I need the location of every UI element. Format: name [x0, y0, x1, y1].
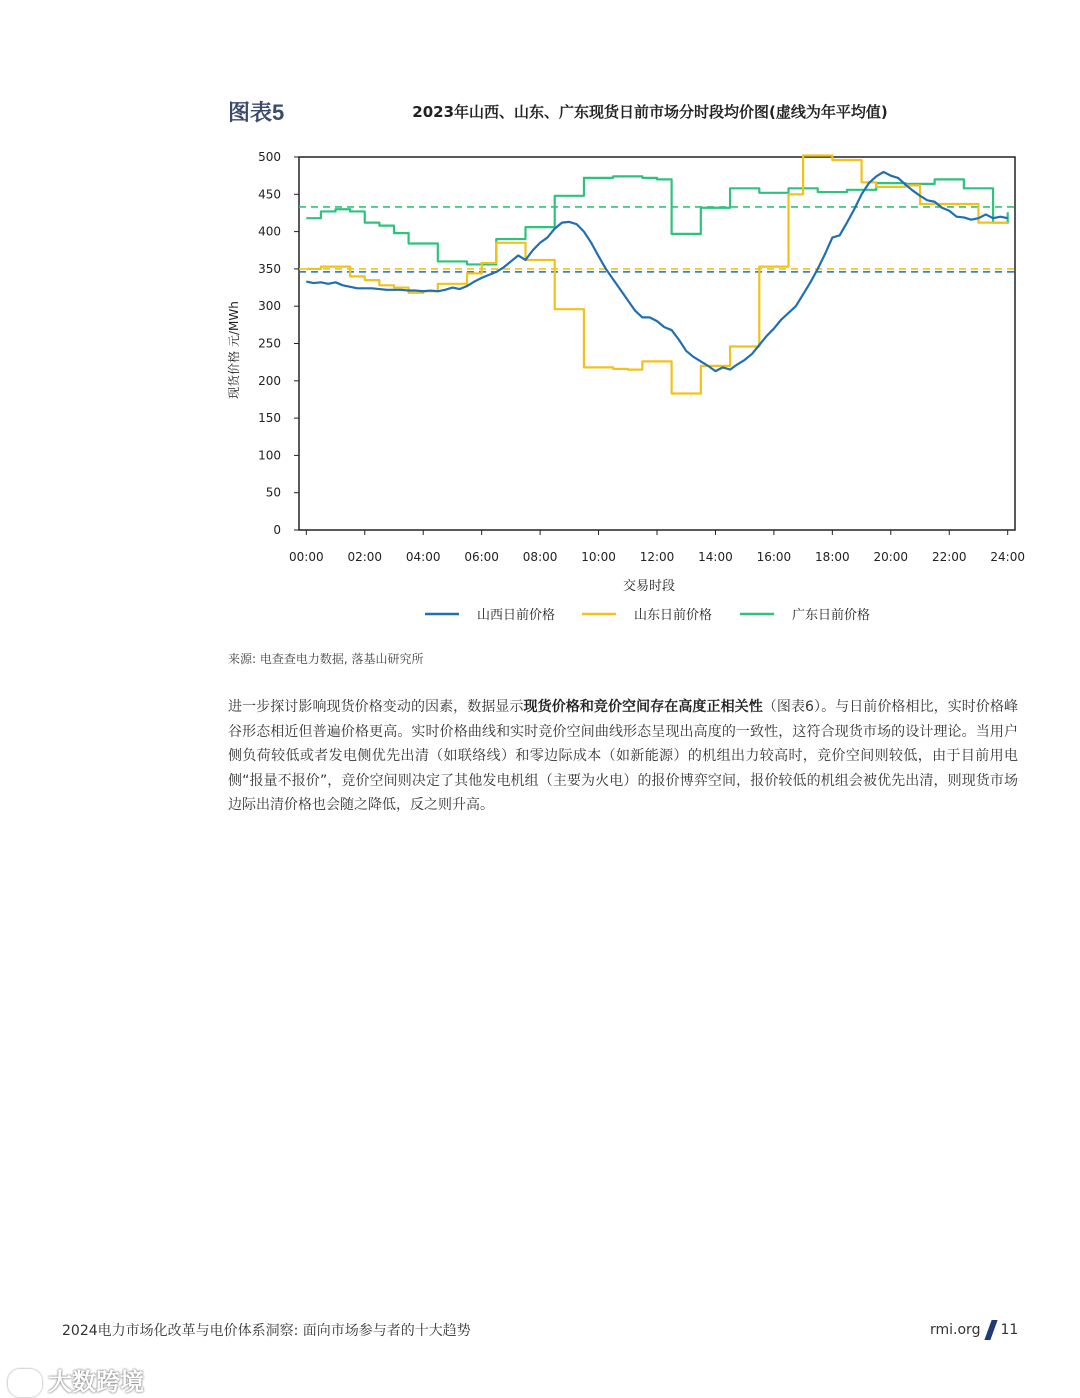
watermark [8, 1362, 144, 1397]
slash-icon [985, 1320, 998, 1340]
body-paragraph [228, 695, 1018, 818]
plot-frame [299, 157, 1015, 530]
x-tick-label: 20:00 [873, 550, 909, 564]
figure-title: 2023年山西、山东、广东现货日前市场分时段均价图(虚线为年平均值) [412, 103, 888, 121]
x-tick-label: 12:00 [639, 550, 675, 564]
y-tick-label: 100 [258, 448, 281, 463]
x-tick-label: 22:00 [931, 550, 967, 564]
page-number: 11 [1000, 1322, 1019, 1338]
series-line [306, 176, 1007, 264]
x-tick-label: 04:00 [405, 550, 441, 564]
y-tick-label: 250 [258, 336, 281, 351]
y-tick-label: 400 [258, 224, 281, 239]
body-text-part2: （图表6）。与日前价格相比，实时价格峰谷形态相近但普遍价格更高。实时价格曲线和实时竞价空间曲线形态呈现出高度的一致性，这符合现货市场的设计理论。当用户侧负荷较低或者发电侧优先出清（如联络线）和零边际成本（如新能源）的机组出力较高时，竞价空间则较低，由于目前用电侧“报量不报价”，竞价空间则决定了其他发电机组（主要为火电）的报价博弈空间，报价较低的机组会被优先出清，则现货市场边际出清价格也会随之降低，反之则升高。 [228, 699, 1019, 813]
source-note: 来源: 电查查电力数据, 落基山研究所 [228, 652, 424, 666]
y-tick-label: 50 [265, 485, 281, 500]
body-text-bold: 现货价格和竞价空间存在高度正相关性 [523, 699, 763, 715]
series-line [306, 156, 1007, 394]
footer-right [930, 1320, 1018, 1340]
y-tick-label: 150 [258, 411, 281, 426]
y-tick-label: 500 [258, 150, 281, 164]
figure-label: 图表5 [228, 100, 285, 125]
x-tick-label: 10:00 [581, 550, 616, 564]
x-axis-label: 交易时段 [622, 579, 676, 594]
price-line-chart [220, 140, 1040, 630]
y-tick-label: 0 [273, 523, 281, 537]
footer-site-link[interactable]: rmi.org [930, 1322, 981, 1338]
y-tick-label: 450 [258, 187, 281, 202]
x-tick-label: 00:00 [289, 550, 324, 564]
legend-label: 山西日前价格 [477, 608, 556, 623]
watermark-logo-icon [8, 1369, 42, 1397]
y-tick-label: 200 [258, 373, 281, 388]
footer-report-title: 2024电力市场化改革与电价体系洞察: 面向市场参与者的十大趋势 [62, 1323, 471, 1339]
x-tick-label: 16:00 [756, 550, 792, 564]
y-tick-label: 300 [258, 299, 281, 314]
x-tick-label: 18:00 [815, 550, 850, 564]
body-text-part1: 进一步探讨影响现货价格变动的因素，数据显示 [228, 699, 524, 715]
x-tick-label: 08:00 [522, 550, 558, 564]
y-tick-label: 350 [258, 261, 281, 276]
x-tick-label: 02:00 [347, 550, 383, 564]
y-axis-label: 现货价格 元/MWh [227, 301, 241, 399]
legend-label: 广东日前价格 [792, 608, 871, 623]
x-tick-label: 14:00 [698, 550, 733, 564]
x-tick-label: 06:00 [464, 550, 499, 564]
watermark-text: 大数跨境 [48, 1368, 144, 1396]
legend-label: 山东日前价格 [634, 608, 713, 623]
x-tick-label: 24:00 [990, 550, 1025, 564]
